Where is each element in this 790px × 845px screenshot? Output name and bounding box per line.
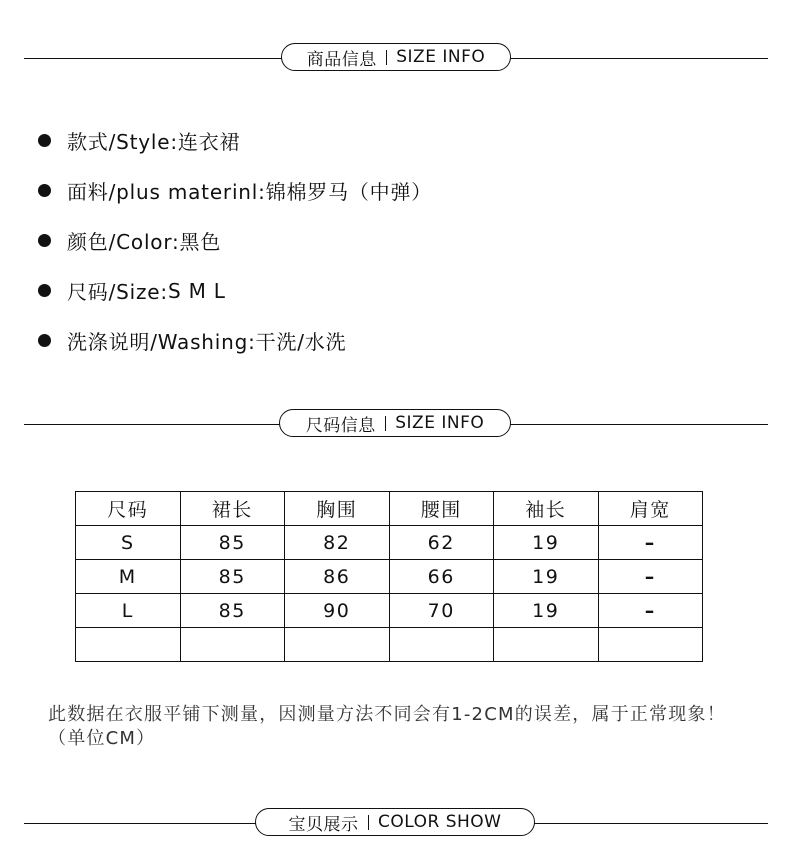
section-divider-color-show [0,808,790,838]
table-cell: S [76,526,181,560]
section-title-product-info [281,43,511,71]
spec-item-size [38,276,226,305]
table-cell [598,628,703,662]
table-cell: 70 [389,594,494,628]
table-header-cell: 肩宽 [598,492,703,526]
table-cell [285,628,390,662]
title-separator [386,50,388,65]
size-table [75,491,703,662]
bullet-icon [38,334,51,347]
table-cell: – [598,526,703,560]
spec-item-washing [38,326,346,355]
table-cell: 19 [494,594,599,628]
bullet-icon [38,284,51,297]
spec-item-style [38,126,240,155]
bullet-icon [38,184,51,197]
section-title-cn: 商品信息 [306,49,377,70]
divider-line-left [24,424,280,425]
spec-item-material [38,176,432,205]
bullet-icon [38,134,51,147]
spec-value: 锦棉罗马（中弹） [265,180,433,204]
spec-item-color [38,226,221,255]
table-cell: 19 [494,560,599,594]
divider-line-right [510,424,768,425]
table-cell: 85 [180,526,285,560]
table-cell [389,628,494,662]
measurement-note: 此数据在衣服平铺下测量，因测量方法不同会有1-2CM的误差，属于正常现象！（单位CM） [48,704,726,749]
table-cell: 19 [494,526,599,560]
section-title-en: COLOR SHOW [378,812,502,832]
table-cell: 86 [285,560,390,594]
divider-line-left [24,58,282,59]
table-cell: 85 [180,594,285,628]
spec-value: S M L [167,278,226,303]
table-cell: 62 [389,526,494,560]
table-cell [76,628,181,662]
table-cell [180,628,285,662]
table-cell: 85 [180,560,285,594]
section-title-cn: 尺码信息 [305,415,376,436]
table-cell: – [598,560,703,594]
table-row [76,526,703,560]
table-cell: M [76,560,181,594]
table-header-cell: 尺码 [76,492,181,526]
title-separator [385,416,387,431]
table-row [76,560,703,594]
spec-value: 干洗/水洗 [255,330,347,354]
spec-value: 连衣裙 [177,130,241,154]
section-divider-product-info [0,43,790,73]
spec-label: 面料/plus materinl: [67,180,266,204]
title-separator [368,815,370,830]
table-header-cell: 胸围 [285,492,390,526]
spec-label: 款式/Style: [67,130,178,154]
table-row [76,628,703,662]
section-title-size-info [279,409,511,437]
spec-label: 颜色/Color: [67,230,180,254]
table-header-cell: 袖长 [494,492,599,526]
spec-label: 洗涤说明/Washing: [67,330,256,354]
divider-line-right [510,58,768,59]
spec-value: 黑色 [179,230,222,254]
divider-line-left [24,823,256,824]
table-row [76,594,703,628]
table-cell [494,628,599,662]
table-header-cell: 腰围 [389,492,494,526]
table-cell: L [76,594,181,628]
divider-line-right [534,823,768,824]
section-title-cn: 宝贝展示 [288,814,359,835]
table-cell: – [598,594,703,628]
table-cell: 66 [389,560,494,594]
table-header-cell: 裙长 [180,492,285,526]
section-divider-size-info [0,409,790,439]
bullet-icon [38,234,51,247]
table-header-row [76,492,703,526]
section-title-en: SIZE INFO [395,413,485,433]
section-title-en: SIZE INFO [396,47,486,67]
table-cell: 90 [285,594,390,628]
spec-label: 尺码/Size: [67,280,168,304]
table-cell: 82 [285,526,390,560]
section-title-color-show [255,808,535,836]
